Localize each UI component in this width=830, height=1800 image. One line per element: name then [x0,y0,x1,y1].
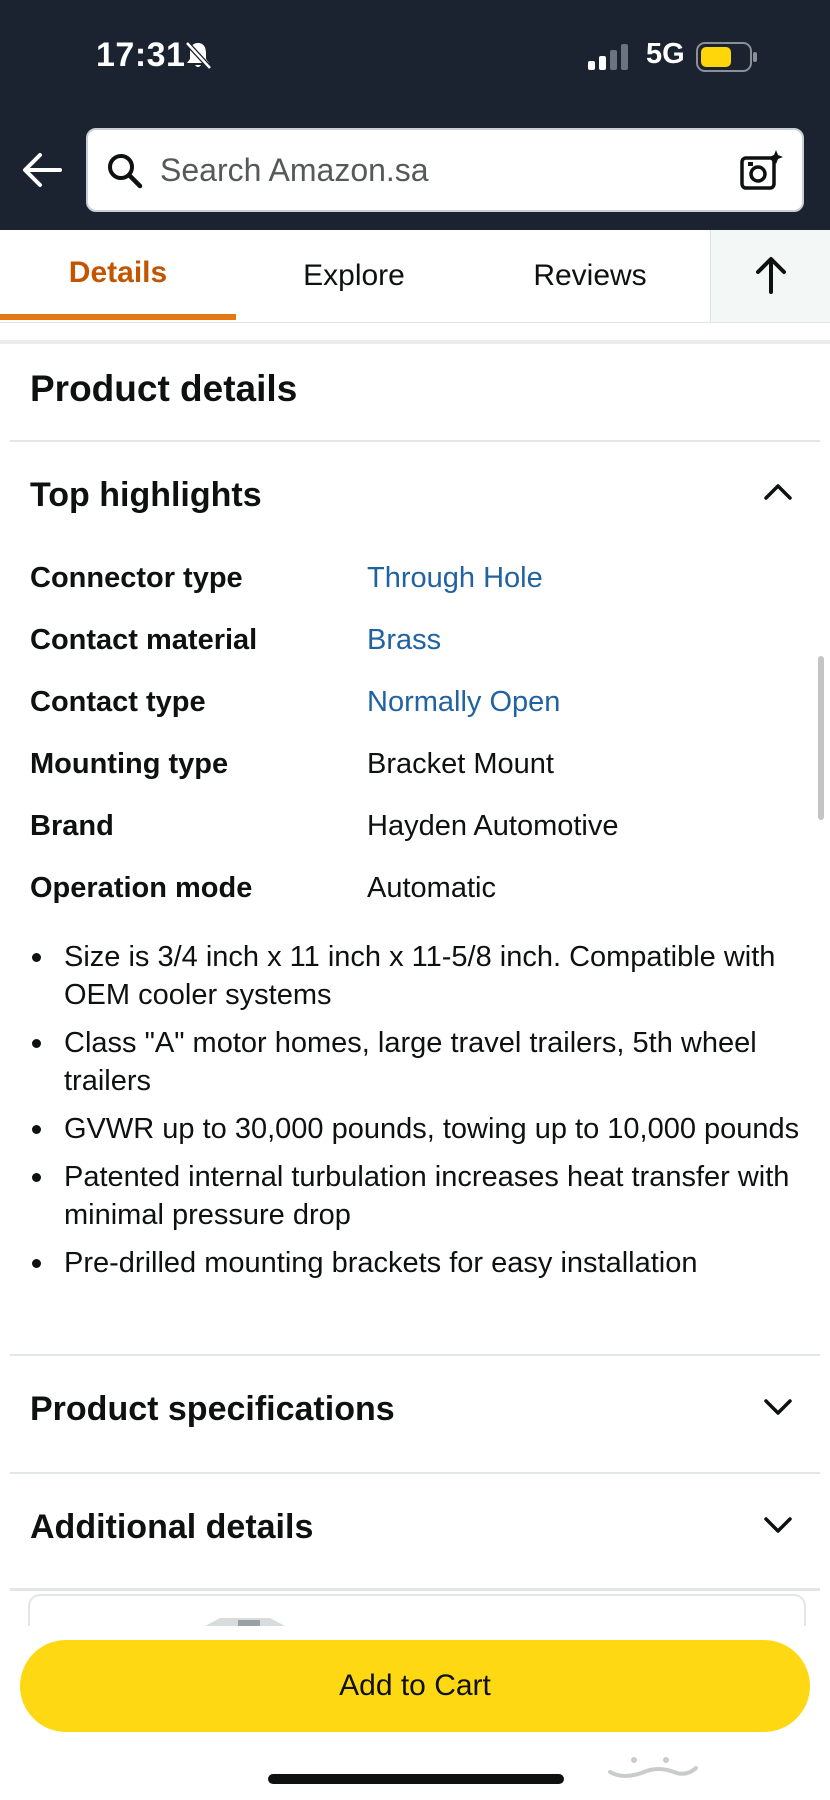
spec-row-contact-type [30,686,810,726]
spec-value-link[interactable]: Normally Open [367,686,561,718]
spec-label: Connector type [30,562,243,594]
tab-reviews[interactable]: Reviews [533,259,647,292]
active-tab-indicator [0,314,236,320]
spec-row-contact-material [30,624,810,664]
spec-label: Mounting type [30,748,229,780]
list-item: Pre-drilled mounting brackets for easy installation [30,1244,810,1282]
list-item: Class "A" motor homes, large travel trailers, 5th wheel trailers [30,1024,810,1100]
spec-row-brand [30,810,810,850]
scroll-to-top-button[interactable] [710,230,830,322]
home-indicator [268,1774,564,1784]
list-item: Patented internal turbulation increases heat transfer with minimal pressure drop [30,1158,810,1234]
divider [10,1472,820,1474]
highlight-bullets [30,938,810,1292]
spec-value-link[interactable]: Brass [367,624,442,656]
additional-details-heading[interactable]: Additional details [30,1508,314,1546]
search-input[interactable] [86,128,804,212]
spec-value: Automatic [367,872,496,904]
status-time: 17:31 [96,36,186,74]
chevron-up-icon[interactable] [762,478,794,509]
divider [10,1588,820,1591]
list-item: GVWR up to 30,000 pounds, towing up to 10,000 pounds [30,1110,810,1148]
bell-off-icon [184,40,212,75]
signal-icon [588,44,632,75]
spec-row-operation-mode [30,872,810,912]
tab-explore[interactable]: Explore [303,259,405,292]
arrow-up-icon [711,230,830,322]
network-type: 5G [646,38,685,70]
divider [10,440,820,442]
spec-value: Bracket Mount [367,748,554,780]
divider [0,340,830,344]
chevron-down-icon[interactable] [762,1394,794,1425]
spec-row-mounting-type [30,748,810,788]
scrollbar[interactable] [818,656,824,820]
add-to-cart-button[interactable]: Add to Cart [20,1640,810,1732]
spec-label: Contact material [30,624,258,656]
product-specifications-heading[interactable]: Product specifications [30,1390,395,1428]
top-header [0,0,830,230]
camera-search-icon[interactable] [738,148,784,199]
search-placeholder: Search Amazon.sa [160,152,429,188]
spec-label: Contact type [30,686,206,718]
product-details-heading: Product details [30,368,298,409]
back-arrow-icon[interactable] [20,150,70,194]
divider [10,1354,820,1356]
tab-details[interactable]: Details [68,256,168,289]
spec-label: Operation mode [30,872,253,904]
search-icon [106,152,144,195]
battery-icon [696,42,758,77]
spec-label: Brand [30,810,114,842]
watermark-logo [604,1750,700,1789]
list-item: Size is 3/4 inch x 11 inch x 11-5/8 inch. Compatible with OEM cooler systems [30,938,810,1014]
tab-bar [0,230,830,323]
chevron-down-icon[interactable] [762,1512,794,1543]
spec-value-link[interactable]: Through Hole [367,562,543,594]
spec-row-connector-type [30,562,810,602]
spec-value: Hayden Automotive [367,810,619,842]
top-highlights-heading[interactable]: Top highlights [30,476,262,514]
